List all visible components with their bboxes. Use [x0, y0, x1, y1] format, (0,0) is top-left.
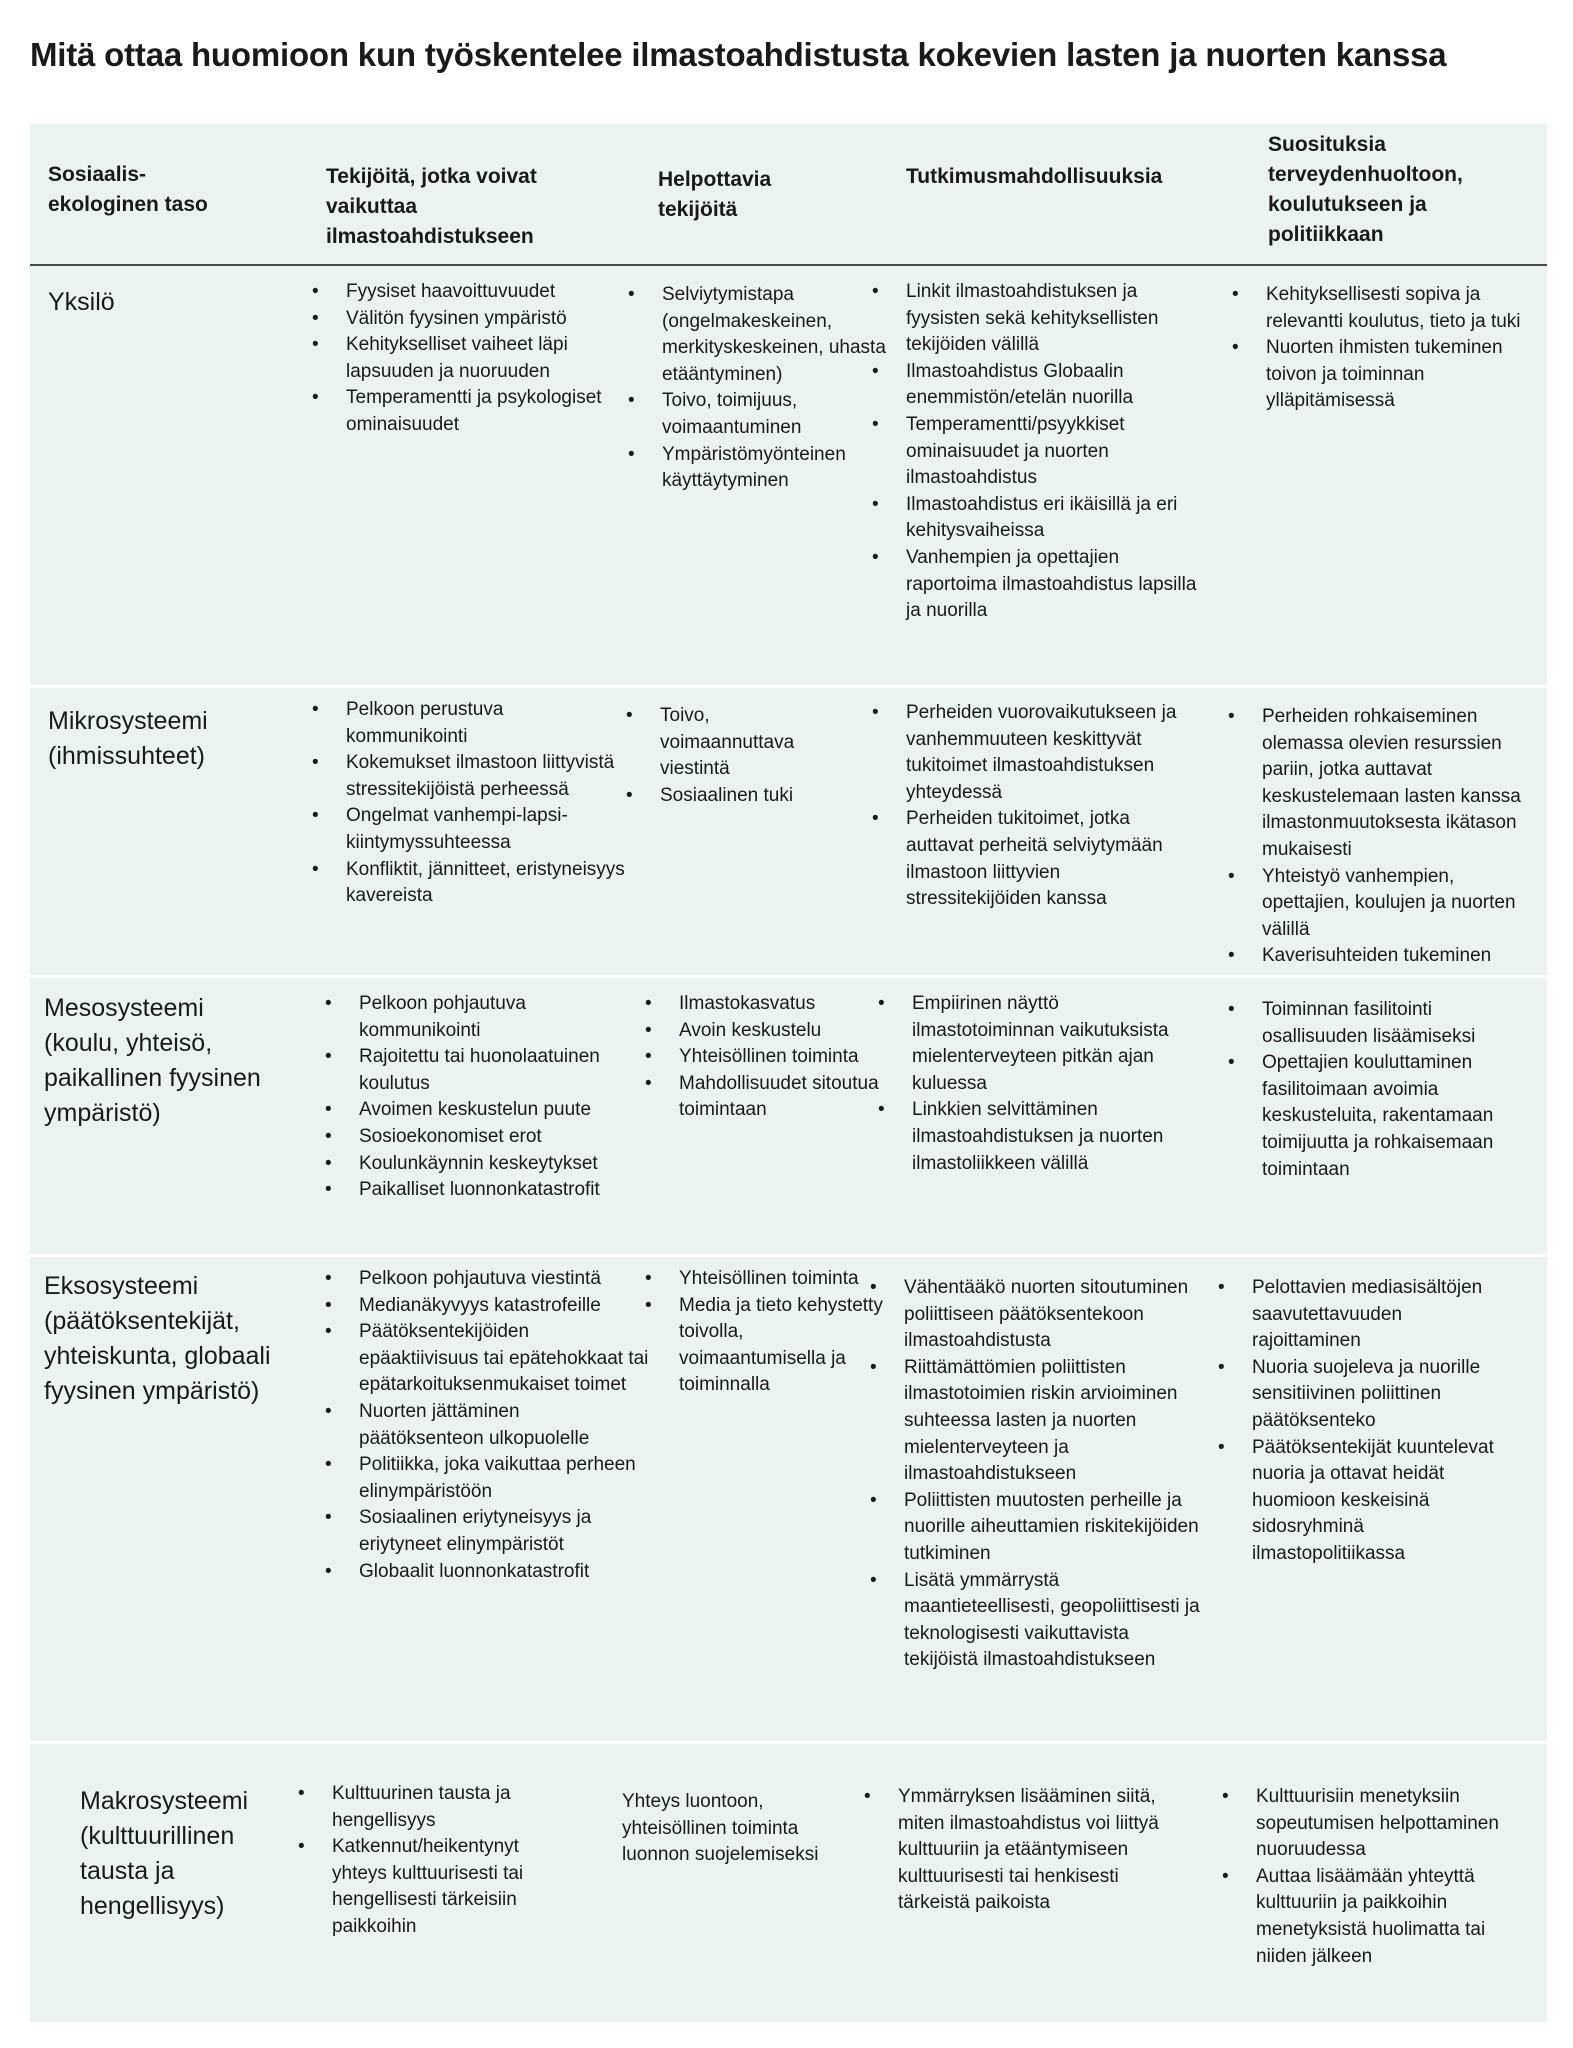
page-title: Mitä ottaa huomioon kun työskentelee ilmastoahdistusta kokevien lasten ja nuorten kanssa [30, 36, 1447, 73]
individual-recommendations [1226, 282, 1526, 415]
level-macrosystem: Makrosysteemi (kulttuurillinen tausta ja hengellisyys) [80, 1787, 249, 1920]
macrosystem-recommendations [1216, 1784, 1526, 1970]
list-item: • Kehityksellisesti sopiva ja relevantti koulutus, tieto ja tuki [1226, 282, 1526, 335]
table-header [30, 124, 1547, 266]
individual-factors [306, 279, 626, 439]
recommendations-table [30, 124, 1547, 2022]
list-item: • Pelkoon perustuva kommunikointi [306, 697, 626, 750]
list-item: • Vähentääkö nuorten sitoutuminen poliittiseen päätöksentekoon ilmastoahdistusta [864, 1275, 1204, 1355]
list-item: • Pelkoon pohjautuva viestintä [319, 1266, 649, 1293]
list-item: • Avoin keskustelu [639, 1018, 884, 1045]
list-item: • Auttaa lisäämään yhteyttä kulttuuriin ja paikkoihin menetyksistä huolimatta tai niiden jälkeen [1216, 1864, 1526, 1970]
list-item: • Lisätä ymmärrystä maantieteellisesti, geopoliittisesti ja teknologisesti vaikuttavista tekijöistä ilmastoahdistukseen [864, 1568, 1204, 1674]
list-item: • Rajoitettu tai huonolaatuinen koulutus [319, 1044, 639, 1097]
list-item: Yhteys luontoon, yhteisöllinen toiminta luonnon suojelemiseksi [622, 1791, 819, 1866]
list-item: • Ilmastokasvatus [639, 991, 884, 1018]
microsystem-research [866, 700, 1196, 913]
individual-helpers [622, 282, 887, 495]
list-item: • Sosioekonomiset erot [319, 1124, 639, 1151]
list-item: • Toivo, toimijuus, voimaantuminen [622, 388, 887, 441]
level-mesosystem: Mesosysteemi (koulu, yhteisö, paikallinen fyysinen ympäristö) [44, 994, 261, 1127]
list-item: • Yhteisöllinen toiminta [639, 1044, 884, 1071]
row-divider [30, 685, 1547, 688]
macrosystem-research [858, 1784, 1178, 1917]
list-item: • Perheiden tukitoimet, jotka auttavat perheitä selviytymään ilmastoon liittyvien stressitekijöiden kanssa [866, 806, 1196, 912]
list-item: • Nuorten ihmisten tukeminen toivon ja toiminnan ylläpitämisessä [1226, 335, 1526, 415]
mesosystem-recommendations [1222, 997, 1522, 1183]
level-individual: Yksilö [48, 288, 115, 316]
list-item: • Ilmastoahdistus eri ikäisillä ja eri kehitysvaiheissa [866, 492, 1201, 545]
list-item: • Sosiaalinen tuki [620, 783, 840, 810]
exosystem-research [864, 1275, 1204, 1674]
exosystem-recommendations [1212, 1275, 1512, 1568]
header-research: Tutkimusmahdollisuuksia [906, 165, 1163, 188]
list-item: • Linkkien selvittäminen ilmastoahdistuksen ja nuorten ilmastoliikkeen välillä [872, 1097, 1197, 1177]
list-item: • Kehitykselliset vaiheet läpi lapsuuden ja nuoruuden [306, 332, 626, 385]
list-item: • Media ja tieto kehystetty toivolla, voimaantumisella ja toiminnalla [639, 1293, 884, 1399]
exosystem-helpers [639, 1266, 884, 1399]
list-item: • Medianäkyvyys katastrofeille [319, 1293, 649, 1320]
level-exosystem: Eksosysteemi (päätöksentekijät, yhteiskunta, globaali fyysinen ympäristö) [44, 1272, 271, 1405]
list-item: • Ymmärryksen lisääminen siitä, miten ilmastoahdistus voi liittyä kulttuuriin ja etääntymiseen kulttuurisesti tai henkisesti tärkeistä paikoista [858, 1784, 1178, 1917]
list-item: • Päätöksentekijät kuuntelevat nuoria ja ottavat heidät huomioon keskeisinä sidosryhminä ilmastopolitiikassa [1212, 1435, 1512, 1568]
list-item: • Paikalliset luonnonkatastrofit [319, 1177, 639, 1204]
list-item: • Poliittisten muutosten perheille ja nuorille aiheuttamien riskitekijöiden tutkiminen [864, 1488, 1204, 1568]
list-item: • Kulttuurinen tausta ja hengellisyys [292, 1781, 572, 1834]
list-item: • Temperamentti ja psykologiset ominaisuudet [306, 385, 626, 438]
list-item: • Riittämättömien poliittisten ilmastotoimien riskin arvioiminen suhteessa lasten ja nuorten mielenterveyteen ja ilmastoahdistukseen [864, 1355, 1204, 1488]
header-level: Sosiaalis-ekologinen taso [48, 163, 208, 216]
row-divider [30, 1741, 1547, 1744]
list-item: • Toivo, voimaannuttava viestintä [620, 703, 840, 783]
list-item: • Ympäristömyönteinen käyttäytyminen [622, 442, 887, 495]
list-item: • Opettajien kouluttaminen fasilitoimaan avoimia keskusteluita, rakentamaan toimijuutta ja rohkaisemaan toimintaan [1222, 1050, 1522, 1183]
list-item: • Nuoria suojeleva ja nuorille sensitiivinen poliittinen päätöksenteko [1212, 1355, 1512, 1435]
macrosystem-helpers [622, 1789, 832, 1869]
microsystem-helpers [620, 703, 840, 809]
list-item: • Vanhempien ja opettajien raportoima ilmastoahdistus lapsilla ja nuorilla [866, 545, 1201, 625]
exosystem-factors [319, 1266, 649, 1585]
row-divider [30, 975, 1547, 978]
macrosystem-factors [292, 1781, 572, 1941]
list-item: • Ongelmat vanhempi-lapsi-kiintymyssuhteessa [306, 803, 626, 856]
list-item: • Temperamentti/psyykkiset ominaisuudet ja nuorten ilmastoahdistus [866, 412, 1201, 492]
list-item: • Päätöksentekijöiden epäaktiivisuus tai epätehokkaat tai epätarkoituksenmukaiset toimet [319, 1319, 649, 1399]
individual-research [866, 279, 1201, 625]
list-item: • Politiikka, joka vaikuttaa perheen elinympäristöön [319, 1452, 649, 1505]
list-item: • Linkit ilmastoahdistuksen ja fyysisten sekä kehityksellisten tekijöiden välillä [866, 279, 1201, 359]
list-item: • Yhteistyö vanhempien, opettajien, koulujen ja nuorten välillä [1222, 864, 1527, 944]
list-item: • Koulunkäynnin keskeytykset [319, 1151, 639, 1178]
mesosystem-helpers [639, 991, 884, 1124]
list-item: • Perheiden vuorovaikutukseen ja vanhemmuuteen keskittyvät tukitoimet ilmastoahdistuksen yhteydessä [866, 700, 1196, 806]
list-item: • Yhteisöllinen toiminta [639, 1266, 884, 1293]
mesosystem-research [872, 991, 1197, 1177]
level-microsystem: Mikrosysteemi (ihmissuhteet) [48, 707, 208, 770]
list-item: • Pelottavien mediasisältöjen saavutettavuuden rajoittaminen [1212, 1275, 1512, 1355]
list-item: • Mahdollisuudet sitoutua toimintaan [639, 1071, 884, 1124]
list-item: • Konfliktit, jännitteet, eristyneisyys kavereista [306, 857, 626, 910]
list-item: • Välitön fyysinen ympäristö [306, 306, 626, 333]
list-item: • Kokemukset ilmastoon liittyvistä stressitekijöistä perheessä [306, 750, 626, 803]
list-item: • Kulttuurisiin menetyksiin sopeutumisen helpottaminen nuoruudessa [1216, 1784, 1526, 1864]
list-item: • Nuorten jättäminen päätöksenteon ulkopuolelle [319, 1399, 649, 1452]
mesosystem-factors [319, 991, 639, 1204]
row-divider [30, 1254, 1547, 1257]
list-item: • Ilmastoahdistus Globaalin enemmistön/etelän nuorilla [866, 359, 1201, 412]
header-factors: Tekijöitä, jotka voivat vaikuttaa ilmastoahdistukseen [326, 165, 537, 248]
list-item: • Avoimen keskustelun puute [319, 1097, 639, 1124]
list-item: • Toiminnan fasilitointi osallisuuden lisäämiseksi [1222, 997, 1522, 1050]
list-item: • Sosiaalinen eriytyneisyys ja eriytyneet elinympäristöt [319, 1505, 649, 1558]
list-item: • Globaalit luonnonkatastrofit [319, 1559, 649, 1586]
microsystem-recommendations [1222, 704, 1527, 970]
microsystem-factors [306, 697, 626, 910]
list-item: • Empiirinen näyttö ilmastotoiminnan vaikutuksista mielenterveyteen pitkän ajan kuluessa [872, 991, 1197, 1097]
list-item: • Kaverisuhteiden tukeminen [1222, 943, 1527, 970]
list-item: • Fyysiset haavoittuvuudet [306, 279, 626, 306]
header-recommendations: Suosituksia terveydenhuoltoon, koulutukseen ja politiikkaan [1268, 133, 1463, 246]
list-item: • Perheiden rohkaiseminen olemassa olevien resurssien pariin, jotka auttavat keskustelemaan lasten kanssa ilmastonmuutoksesta ikätason mukaisesti [1222, 704, 1527, 864]
list-item: • Selviytymistapa (ongelmakeskeinen, merkityskeskeinen, uhasta etääntyminen) [622, 282, 887, 388]
list-item: • Katkennut/heikentynyt yhteys kulttuurisesti tai hengellisesti tärkeisiin paikkoihin [292, 1834, 572, 1940]
list-item: • Pelkoon pohjautuva kommunikointi [319, 991, 639, 1044]
header-helpers: Helpottavia tekijöitä [658, 168, 772, 221]
